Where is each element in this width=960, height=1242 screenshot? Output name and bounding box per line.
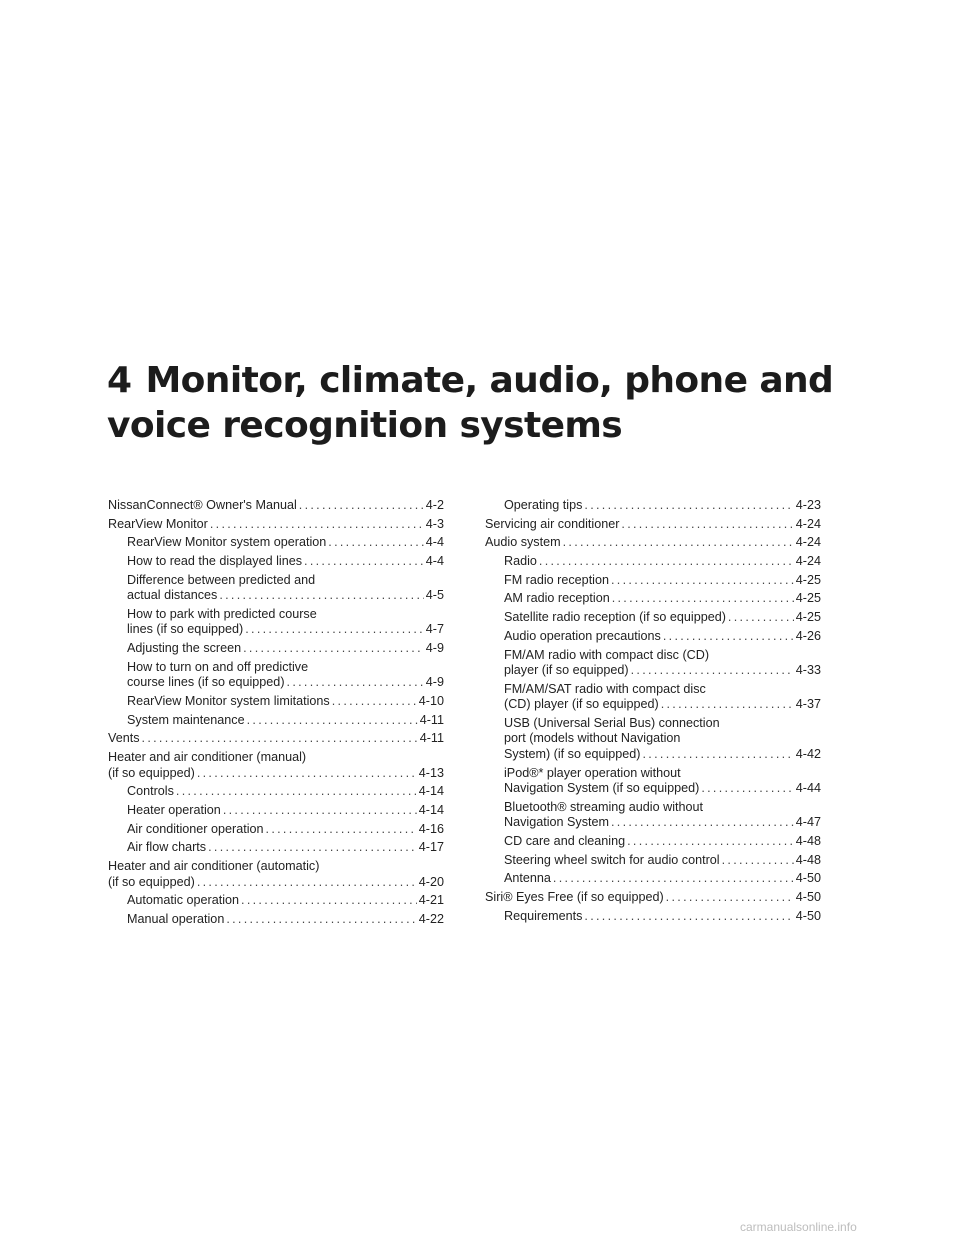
toc-page-number: 4-33 <box>795 663 821 677</box>
toc-entry-title-prefix: FM/AM/SAT radio with compact disc <box>504 681 706 696</box>
toc-entry-line <box>108 498 444 514</box>
toc-entry[interactable] <box>485 554 821 570</box>
toc-page-number: 4-25 <box>795 591 821 606</box>
toc-entry[interactable] <box>108 498 444 514</box>
toc-dot-leader <box>663 629 794 645</box>
toc-entry-title: Audio operation precautions <box>504 628 661 643</box>
toc-entry[interactable] <box>485 682 821 713</box>
toc-dot-leader <box>332 694 417 710</box>
toc-page-number: 4-23 <box>795 498 821 512</box>
toc-entry-title: CD care and cleaning <box>504 833 626 848</box>
toc-entry-title: Controls <box>127 784 174 799</box>
toc-dot-leader <box>304 554 424 570</box>
toc-entry-line <box>485 535 821 551</box>
toc-page-number: 4-4 <box>425 535 444 550</box>
toc-dot-leader <box>208 840 417 856</box>
toc-entry-line <box>127 588 444 604</box>
toc-page-number: 4-50 <box>795 871 821 886</box>
toc-entry[interactable] <box>108 803 444 819</box>
toc-entry-line <box>504 663 821 679</box>
toc-dot-leader <box>584 909 793 925</box>
toc-page-number: 4-25 <box>795 610 821 625</box>
toc-dot-leader <box>563 535 794 551</box>
toc-page-number: 4-11 <box>419 731 444 746</box>
toc-entry-title-prefix: Bluetooth® streaming audio without <box>504 799 704 814</box>
toc-entry[interactable] <box>108 607 444 638</box>
toc-entry-title: How to read the displayed lines <box>127 554 303 569</box>
toc-page-number: 4-5 <box>425 588 444 603</box>
toc-entry[interactable] <box>108 517 444 533</box>
toc-entry[interactable] <box>485 871 821 887</box>
toc-entry[interactable] <box>108 750 444 781</box>
toc-dot-leader <box>266 822 417 838</box>
toc-page-number: 4-20 <box>418 874 444 889</box>
toc-entry-line <box>127 713 444 729</box>
toc-dot-leader <box>247 713 418 729</box>
toc-dot-leader <box>661 697 794 713</box>
toc-page-number: 4-14 <box>418 802 444 817</box>
toc-entry[interactable] <box>108 859 444 890</box>
toc-page-number: 4-3 <box>425 516 444 531</box>
toc-entry-line <box>127 641 444 657</box>
toc-entry-line <box>127 694 444 710</box>
toc-entry-title: Siri® Eyes Free (if so equipped) <box>485 890 664 904</box>
toc-entry-line <box>504 871 821 887</box>
toc-dot-leader <box>722 853 794 869</box>
toc-entry-title: Navigation System <box>504 815 609 830</box>
toc-entry-line <box>504 853 821 869</box>
toc-dot-leader <box>611 573 794 589</box>
toc-dot-leader <box>621 517 793 533</box>
toc-page-number: 4-24 <box>795 516 821 531</box>
toc-entry[interactable] <box>108 573 444 604</box>
toc-page-number: 4-48 <box>795 852 821 867</box>
toc-page-number: 4-47 <box>795 815 821 830</box>
toc-entry-title: Audio system <box>485 535 561 550</box>
toc-entry-title: (if so equipped) <box>108 874 195 889</box>
toc-entry-title: actual distances <box>127 588 218 603</box>
toc-page-number: 4-2 <box>425 498 444 512</box>
toc-entry-title: Heater operation <box>127 802 221 817</box>
toc-entry[interactable] <box>108 912 444 928</box>
toc-dot-leader <box>328 535 424 551</box>
toc-left-column <box>108 498 444 931</box>
toc-dot-leader <box>197 875 417 891</box>
toc-entry-title: Air conditioner operation <box>127 821 264 836</box>
toc-entry-title: (if so equipped) <box>108 765 195 780</box>
toc-entry[interactable] <box>108 731 444 747</box>
toc-entry-line <box>504 815 821 831</box>
toc-dot-leader <box>643 747 794 763</box>
toc-entry-title: player (if so equipped) <box>504 663 629 677</box>
toc-entry-title-prefix: How to turn on and off predictive <box>127 659 309 674</box>
toc-entry-title: System maintenance <box>127 712 245 727</box>
toc-entry-title: Vents <box>108 731 140 746</box>
toc-entry-title: AM radio reception <box>504 591 610 606</box>
toc-entry[interactable] <box>108 641 444 657</box>
toc-dot-leader <box>553 871 794 887</box>
toc-entry-title: Air flow charts <box>127 840 207 855</box>
toc-entry-title: Manual operation <box>127 911 225 926</box>
toc-page-number: 4-4 <box>425 554 444 569</box>
toc-entry-line <box>127 822 444 838</box>
toc-entry[interactable] <box>485 517 821 533</box>
chapter-title-line-1: Monitor, climate, audio, phone and <box>145 360 834 401</box>
toc-entry[interactable] <box>485 800 821 831</box>
toc-entry-title-prefix: How to park with predicted course <box>127 606 317 621</box>
toc-page-number: 4-37 <box>795 697 821 712</box>
toc-page-number: 4-44 <box>795 781 821 796</box>
toc-entry-title: RearView Monitor system operation <box>127 535 327 550</box>
toc-page-number: 4-22 <box>418 911 444 926</box>
toc-entry[interactable] <box>108 660 444 691</box>
toc-entry[interactable] <box>485 535 821 551</box>
toc-dot-leader <box>701 781 793 797</box>
toc-entry-line <box>504 573 821 589</box>
toc-entry[interactable] <box>108 694 444 710</box>
toc-entry-line <box>504 629 821 645</box>
toc-entry-title: Navigation System (if so equipped) <box>504 781 700 796</box>
toc-page-number: 4-42 <box>795 746 821 761</box>
toc-entry-title-prefix: USB (Universal Serial Bus) connection <box>504 715 720 730</box>
toc-entry-title: (CD) player (if so equipped) <box>504 697 659 712</box>
toc-entry-title: Servicing air conditioner <box>485 516 620 531</box>
chapter-title <box>107 358 867 448</box>
toc-right-column <box>485 498 821 927</box>
toc-entry-title: lines (if so equipped) <box>127 622 244 637</box>
toc-entry-line <box>504 834 821 850</box>
toc-dot-leader <box>210 517 424 533</box>
toc-entry-line <box>127 893 444 909</box>
toc-entry-line <box>127 912 444 928</box>
toc-page-number: 4-11 <box>419 712 444 727</box>
toc-page-number: 4-24 <box>795 554 821 569</box>
toc-page-number: 4-16 <box>418 821 444 836</box>
toc-entry[interactable] <box>485 853 821 869</box>
toc-dot-leader <box>176 784 417 800</box>
toc-entry[interactable] <box>485 648 821 679</box>
toc-entry-title: System) (if so equipped) <box>504 746 641 761</box>
toc-entry-line <box>504 747 821 763</box>
toc-entry-line <box>127 622 444 638</box>
toc-entry-title: Radio <box>504 554 537 569</box>
toc-entry-title: Satellite radio reception (if so equipped) <box>504 610 726 625</box>
toc-entry-title: Antenna <box>504 871 551 886</box>
toc-entry-title: FM radio reception <box>504 572 609 587</box>
toc-dot-leader <box>612 591 794 607</box>
toc-entry-line <box>127 784 444 800</box>
toc-entry-title-prefix: iPod®* player operation without <box>504 765 681 780</box>
toc-entry[interactable] <box>485 610 821 626</box>
toc-entry-line <box>504 610 821 626</box>
toc-entry-title: RearView Monitor system limitations <box>127 694 330 708</box>
toc-entry[interactable] <box>108 713 444 729</box>
toc-page-number: 4-50 <box>795 908 821 923</box>
toc-entry-line <box>108 875 444 891</box>
toc-page-number: 4-9 <box>425 675 444 690</box>
toc-entry-line <box>485 517 821 533</box>
toc-page-number: 4-48 <box>795 833 821 848</box>
toc-entry-title-prefix: port (models without Navigation <box>504 731 681 746</box>
toc-dot-leader <box>666 890 794 906</box>
toc-entry[interactable] <box>485 629 821 645</box>
toc-entry-title: Requirements <box>504 908 583 923</box>
toc-dot-leader <box>584 498 793 514</box>
chapter-title-line-2: voice recognition systems <box>107 405 623 446</box>
toc-entry-title-prefix: Heater and air conditioner (manual) <box>108 750 307 765</box>
toc-dot-leader <box>142 731 418 747</box>
toc-page-number: 4-26 <box>795 628 821 643</box>
toc-entry[interactable] <box>108 535 444 551</box>
toc-entry-title: Operating tips <box>504 498 583 512</box>
toc-entry-title: Adjusting the screen <box>127 641 242 656</box>
toc-entry[interactable] <box>485 498 821 514</box>
toc-entry[interactable] <box>485 591 821 607</box>
toc-entry-line <box>504 697 821 713</box>
toc-entry[interactable] <box>485 890 821 906</box>
toc-entry-line <box>504 909 821 925</box>
toc-page-number: 4-14 <box>418 784 444 799</box>
toc-entry-title-prefix: Heater and air conditioner (automatic) <box>108 859 320 873</box>
toc-page-number: 4-13 <box>418 765 444 780</box>
chapter-number: 4 <box>107 360 132 401</box>
toc-entry[interactable] <box>485 716 821 763</box>
toc-entry-line <box>504 554 821 570</box>
toc-dot-leader <box>245 622 424 638</box>
toc-entry-line <box>127 554 444 570</box>
toc-entry-line <box>108 517 444 533</box>
toc-entry-title-prefix: Difference between predicted and <box>127 572 316 587</box>
toc-entry[interactable] <box>485 573 821 589</box>
toc-dot-leader <box>611 815 794 831</box>
toc-entry-title: NissanConnect® Owner's Manual <box>108 498 297 512</box>
toc-page-number: 4-17 <box>418 840 444 855</box>
toc-entry-line <box>504 781 821 797</box>
toc-dot-leader <box>197 766 417 782</box>
toc-entry-line <box>504 591 821 607</box>
toc-entry-line <box>108 731 444 747</box>
toc-entry-line <box>485 890 821 906</box>
toc-entry-title: Steering wheel switch for audio control <box>504 852 720 867</box>
toc-page-number: 4-50 <box>795 890 821 904</box>
toc-dot-leader <box>226 912 416 928</box>
toc-entry-line <box>127 840 444 856</box>
toc-entry-line <box>127 535 444 551</box>
toc-page-number: 4-21 <box>418 893 444 908</box>
toc-entry[interactable] <box>108 893 444 909</box>
toc-dot-leader <box>223 803 417 819</box>
toc-entry[interactable] <box>485 834 821 850</box>
toc-dot-leader <box>728 610 794 626</box>
toc-entry-title: course lines (if so equipped) <box>127 675 285 690</box>
toc-entry-title: RearView Monitor <box>108 516 208 531</box>
toc-entry-line <box>127 675 444 691</box>
toc-entry[interactable] <box>108 822 444 838</box>
toc-entry[interactable] <box>108 784 444 800</box>
toc-page-number: 4-9 <box>425 641 444 656</box>
toc-page-number: 4-10 <box>418 694 444 708</box>
toc-page-number: 4-24 <box>795 535 821 550</box>
toc-entry[interactable] <box>108 554 444 570</box>
toc-entry-line <box>127 803 444 819</box>
toc-dot-leader <box>243 641 424 657</box>
toc-entry[interactable] <box>485 909 821 925</box>
toc-dot-leader <box>299 498 424 514</box>
toc-page-number: 4-25 <box>795 572 821 587</box>
toc-entry-title-prefix: FM/AM radio with compact disc (CD) <box>504 647 710 662</box>
watermark: carmanualsonline.info <box>740 1220 857 1234</box>
toc-dot-leader <box>241 893 417 909</box>
toc-entry-title: Automatic operation <box>127 893 240 908</box>
toc-dot-leader <box>539 554 794 570</box>
toc-entry-line <box>108 766 444 782</box>
toc-dot-leader <box>631 663 794 679</box>
toc-dot-leader <box>287 675 424 691</box>
toc-entry[interactable] <box>485 766 821 797</box>
toc-page-number: 4-7 <box>425 622 444 637</box>
toc-entry[interactable] <box>108 840 444 856</box>
toc-dot-leader <box>627 834 794 850</box>
toc-entry-line <box>504 498 821 514</box>
toc-dot-leader <box>219 588 423 604</box>
